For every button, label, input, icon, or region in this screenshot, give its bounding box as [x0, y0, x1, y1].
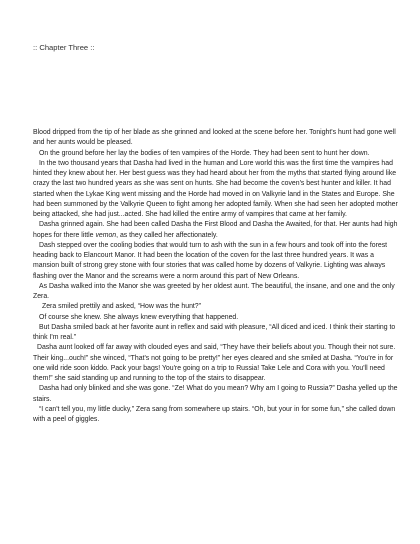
emphasized-word: vemon	[95, 231, 117, 239]
story-text	[33, 128, 398, 425]
chapter-heading: :: Chapter Three ::	[33, 43, 95, 52]
paragraph: As Dasha walked into the Manor she was greeted by her oldest aunt. The beautiful, the insane, and one and the only Zera.	[33, 282, 395, 300]
paragraph: On the ground before her lay the bodies of ten vampires of the Horde. They had been sent to hunt her down.	[39, 149, 370, 157]
paragraph: Blood dripped from the tip of her blade as she grinned and looked at the scene before her. Tonight's hunt had gone well and her aunts would be pleased.	[33, 129, 396, 147]
paragraph: Dasha had only blinked and she was gone. “Ze! What do you mean? Why am I going to Russia?” Dasha yelled up the stairs.	[33, 385, 398, 403]
paragraph: But Dasha smiled back at her favorite aunt in reflex and said with pleasure, “All diced and iced. I think their starting to think I'm real.”	[33, 323, 396, 341]
paragraph: In the two thousand years that Dasha had lived in the human and Lore world this was the first time the vampires had hinted they knew about her. Her best guess was they had heard about her from the myths that started flying around like crazy the last two hundred years as she was sent on hunts. She had become the coven's best hunter and killer. It had started when the Lykae King went missing and the Horde had moved in on Valkyrie land in the States and Europe. She had been summoned by the Valkyrie Queen to fight among her adopted family. When she had seen her adopted mother being attacked, she had just...acted. She had killed the entire army of vampires that came at her family.	[33, 159, 398, 218]
paragraph-text: Dasha grinned again. She had been called Dasha the First Blood and Dasha the Awaited, for that. Her aunts had high hopes for there little	[33, 221, 398, 239]
paragraph	[33, 220, 398, 241]
paragraph-text: , as they called her affectionately.	[116, 231, 218, 239]
paragraph: Dasha aunt looked off far away with clouded eyes and said, “They have their beliefs about you. Though their not sure. Their king...ouch!” she winced, “That's not going to be pretty!” her eyes cleared and she smiled at Dasha. “You're in for one wild ride soon kiddo. Pack your bags! You're going on a trip to Russia! Take Lele and Cora with you. You'll need them!” she said standing up and running to the top of the stairs to disappear.	[33, 344, 396, 382]
paragraph: Of course she knew. She always knew everything that happened.	[39, 313, 239, 321]
paragraph: Zera smiled prettily and asked, “How was the hunt?”	[42, 303, 201, 311]
paragraph: “I can't tell you, my little ducky,” Zera sang from somewhere up stairs. “Oh, but your in for some fun,” she called down with a peel of giggles.	[33, 405, 396, 423]
paragraph: Dash stepped over the cooling bodies that would turn to ash with the sun in a few hours and took off into the forest heading back to Elancourt Manor. It had been the location of the coven for the last three hundred years. It was a mansion built of strong grey stone with four stories that was called home by dozens of Valkyrie. Lighting was always flashing over the Manor and the screams were a norm around this part of New Orleans.	[33, 241, 388, 280]
